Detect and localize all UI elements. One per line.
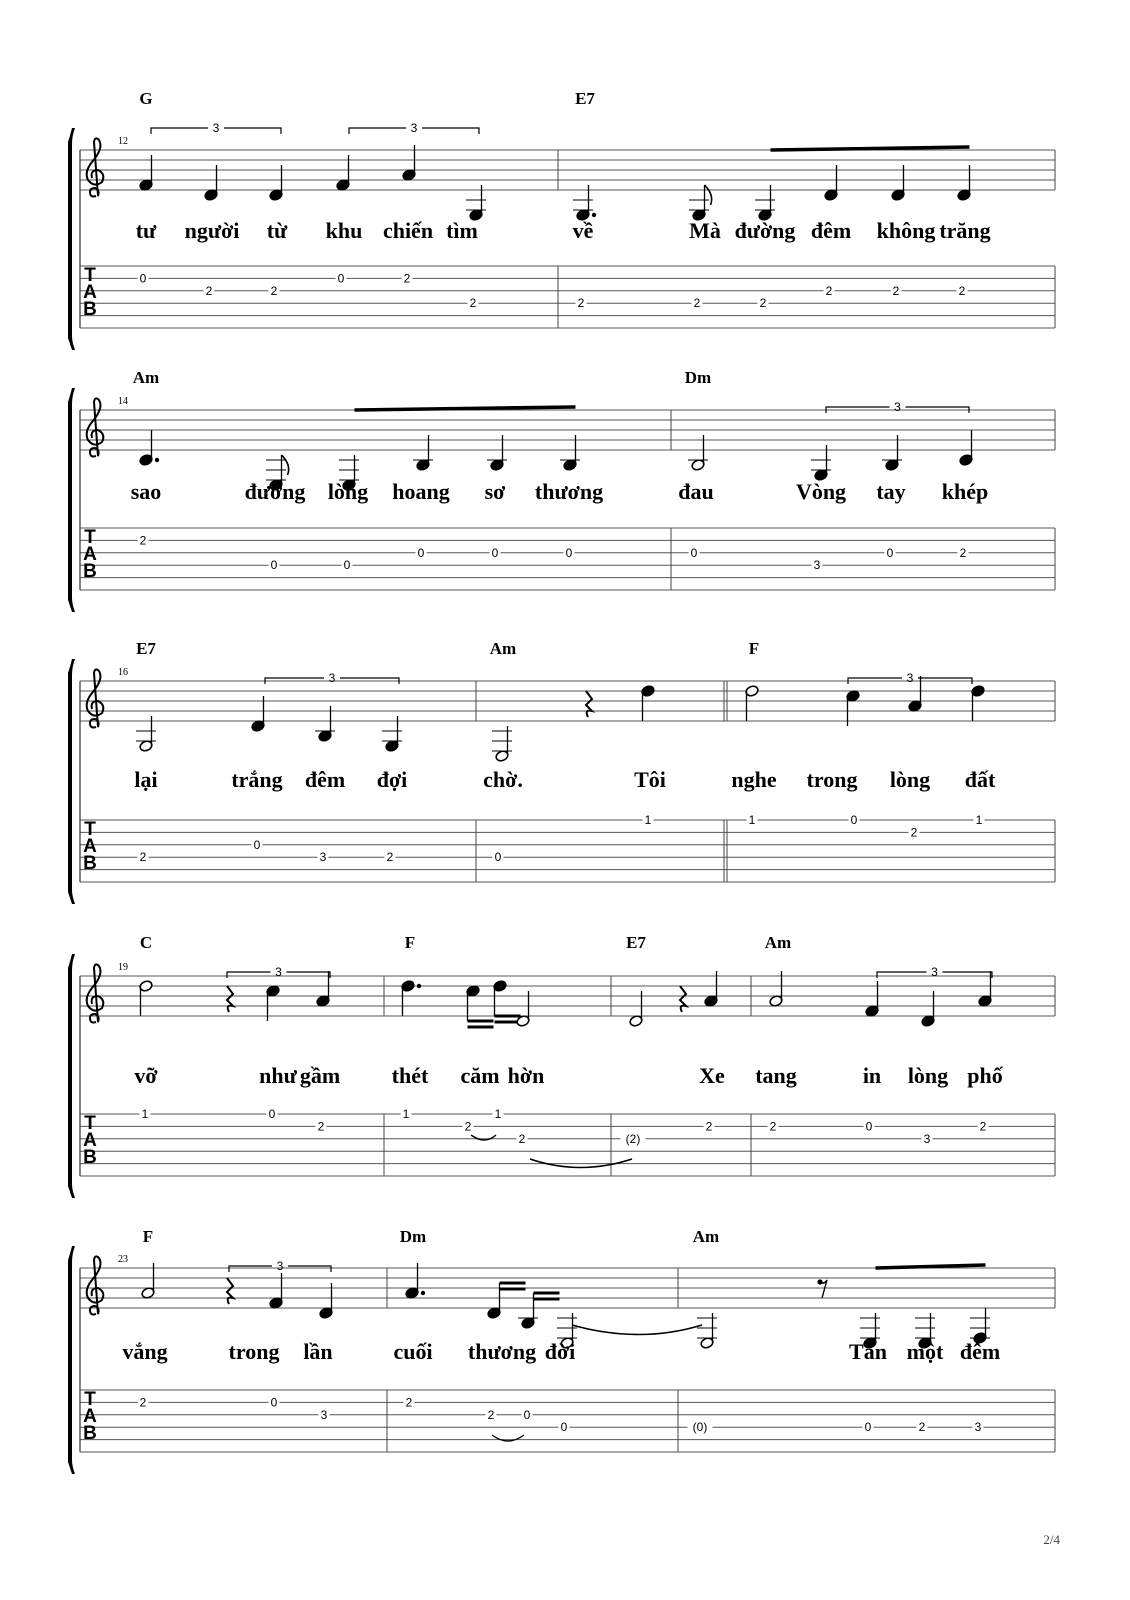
system-1 <box>68 89 1055 350</box>
tab-fret-number: 0 <box>886 545 894 560</box>
tab-fret-number: 2 <box>892 283 900 298</box>
system-bracket <box>68 659 75 904</box>
lyric-syllable: căm <box>460 1063 500 1088</box>
lyric-syllable: trong <box>806 767 858 792</box>
dot <box>421 1291 425 1295</box>
system-2 <box>68 368 1055 612</box>
tab-fret-number: 2 <box>270 283 278 298</box>
tab-fret-number: 0 <box>494 850 502 865</box>
triplet-label: 3 <box>276 1259 284 1273</box>
tab-fret-number: 0 <box>270 1395 278 1410</box>
measure-number: 19 <box>118 962 128 973</box>
lyric-syllable: Vòng <box>795 479 847 504</box>
tab-fret-number: 0 <box>417 545 425 560</box>
eighth-rest-stem <box>820 1280 827 1298</box>
system-3 <box>68 639 1055 904</box>
tab-fret-number: 2 <box>769 1119 777 1134</box>
tab-fret-number: (0) <box>692 1420 708 1435</box>
lyric-syllable: người <box>184 218 240 243</box>
chord-symbol: E7 <box>575 89 595 108</box>
lyric-syllable: khu <box>325 218 363 243</box>
tab-fret-number: 2 <box>705 1119 713 1134</box>
tab-clef-letter: B <box>83 561 97 582</box>
lyric-syllable: đất <box>964 767 996 792</box>
lyric-syllable: lòng <box>889 767 931 792</box>
lyric-syllable: chiến <box>382 218 434 243</box>
tab-clef-letter: B <box>83 853 97 874</box>
tab-fret-number: 2 <box>317 1119 325 1134</box>
tab-fret-number: 2 <box>959 545 967 560</box>
chord-symbol: F <box>404 933 416 952</box>
dot <box>155 458 159 462</box>
treble-clef-icon <box>87 964 104 1022</box>
tab-fret-number: 1 <box>644 813 652 827</box>
lyric-syllable: sơ <box>484 479 506 504</box>
lyric-syllable: như <box>259 1063 297 1088</box>
tab-fret-number: 0 <box>139 271 147 286</box>
lyric-syllable: cuối <box>393 1339 433 1364</box>
chord-symbol: G <box>139 89 153 108</box>
tab-fret-number: 2 <box>487 1407 495 1422</box>
system-5 <box>68 1227 1055 1474</box>
chord-symbol: Am <box>764 933 792 952</box>
tab-fret-number: 0 <box>850 813 858 827</box>
tab-fret-number: 2 <box>464 1119 472 1134</box>
system-4 <box>68 933 1055 1198</box>
quarter-rest <box>227 1278 233 1304</box>
measure-number: 23 <box>118 1254 128 1265</box>
measure-number: 12 <box>118 136 128 147</box>
quarter-rest <box>680 986 686 1012</box>
tab-fret-number: 0 <box>864 1420 872 1435</box>
tab-fret-number: 2 <box>759 296 767 311</box>
lyric-syllable: đường <box>734 218 796 243</box>
chord-symbol: Am <box>132 368 160 387</box>
tab-fret-number: 1 <box>748 813 756 827</box>
lyric-syllable: về <box>572 218 594 243</box>
lyric-syllable: trong <box>228 1339 280 1364</box>
lyric-syllable: chờ. <box>483 767 523 792</box>
quarter-rest <box>227 986 233 1012</box>
lyric-syllable: tìm <box>446 218 478 243</box>
tab-fret-number: 2 <box>139 533 147 548</box>
lyric-syllable: Tôi <box>634 767 666 792</box>
lyric-syllable: hờn <box>507 1063 545 1088</box>
tab-fret-number: 0 <box>690 545 698 560</box>
treble-clef-icon <box>87 669 104 727</box>
measure-number: 14 <box>118 396 128 407</box>
lyric-syllable: thét <box>391 1063 429 1088</box>
note-flag <box>705 185 712 205</box>
triplet-label: 3 <box>894 400 901 414</box>
treble-clef-icon <box>87 398 104 456</box>
lyric-syllable: đau <box>678 479 714 504</box>
lyric-syllable: đường <box>244 479 306 504</box>
tab-fret-number: 0 <box>268 1107 276 1121</box>
tab-clef-letter: B <box>83 299 97 320</box>
tab-fret-number: 2 <box>577 296 585 311</box>
tab-fret-number: 2 <box>139 850 147 865</box>
tab-fret-number: 1 <box>402 1107 410 1121</box>
triplet-label: 3 <box>275 965 282 979</box>
triplet-label: 3 <box>328 671 336 685</box>
tab-fret-number: 2 <box>405 1395 413 1410</box>
triplet-label: 3 <box>931 965 938 979</box>
lyric-syllable: lần <box>303 1339 333 1364</box>
tab-fret-number: 3 <box>974 1420 982 1435</box>
treble-clef-icon <box>87 1256 104 1314</box>
tab-fret-number: 2 <box>693 296 701 311</box>
lyric-syllable: thương <box>467 1339 537 1364</box>
tab-clef-letter: A <box>83 836 97 857</box>
tab-fret-number: 0 <box>270 558 278 573</box>
tie <box>572 1325 702 1335</box>
system-bracket <box>68 388 75 612</box>
lyric-syllable: vỡ <box>134 1063 158 1088</box>
dot <box>417 984 421 988</box>
tab-clef-letter: B <box>83 1147 97 1168</box>
tab-fret-number: 0 <box>865 1119 873 1134</box>
lyric-syllable: một <box>906 1339 944 1364</box>
tab-fret-number: 2 <box>918 1420 926 1435</box>
lyric-syllable: sao <box>130 479 162 504</box>
tab-fret-number: 3 <box>319 850 327 865</box>
lyric-syllable: tang <box>755 1063 797 1088</box>
lyric-syllable: tay <box>876 479 906 504</box>
lyric-syllable: từ <box>266 218 288 243</box>
quarter-rest <box>586 691 592 717</box>
tab-fret-number: 3 <box>813 558 821 573</box>
lyric-syllable: hoang <box>392 479 450 504</box>
lyric-syllable: vắng <box>122 1339 168 1364</box>
tab-fret-number: 2 <box>979 1119 987 1134</box>
dot <box>592 213 596 217</box>
tab-fret-number: (2) <box>625 1131 641 1146</box>
system-bracket <box>68 1246 75 1474</box>
tab-clef-letter: T <box>84 1389 96 1410</box>
system-bracket <box>68 954 75 1198</box>
tab-clef-letter: T <box>84 265 96 286</box>
measure-number: 16 <box>118 667 128 678</box>
tab-fret-number: 2 <box>518 1131 526 1146</box>
lyric-syllable: Xe <box>699 1063 725 1088</box>
lyric-syllable: đêm <box>304 767 346 792</box>
tab-clef-letter: A <box>83 1406 97 1427</box>
lyric-syllable: đêm <box>959 1339 1001 1364</box>
note-flag <box>282 455 289 475</box>
lyric-syllable: tư <box>135 218 157 243</box>
chord-symbol: Dm <box>684 368 712 387</box>
lyric-syllable: không <box>876 218 936 243</box>
tab-clef-letter: B <box>83 1423 97 1444</box>
tab-fret-number: 3 <box>923 1131 931 1146</box>
tab-fret-number: 0 <box>337 271 345 286</box>
chord-symbol: F <box>748 639 760 658</box>
tab-fret-number: 0 <box>253 837 261 852</box>
lyric-syllable: trắng <box>231 767 283 792</box>
chord-symbol: Am <box>489 639 517 658</box>
lyric-syllable: đêm <box>810 218 852 243</box>
page-number: 2/4 <box>1043 1532 1060 1547</box>
tab-fret-number: 3 <box>320 1407 328 1422</box>
triplet-label: 3 <box>410 121 418 135</box>
tab-fret-number: 2 <box>825 283 833 298</box>
lyric-syllable: phố <box>967 1063 1003 1088</box>
lyric-syllable: Mà <box>689 218 721 243</box>
tab-clef-letter: A <box>83 282 97 303</box>
chord-symbol: Dm <box>399 1227 427 1246</box>
tab-fret-number: 2 <box>910 825 918 840</box>
tab-fret-number: 0 <box>565 545 573 560</box>
lyric-syllable: in <box>862 1063 882 1088</box>
tab-clef-letter: T <box>84 527 96 548</box>
lyric-syllable: lòng <box>327 479 369 504</box>
chord-symbol: F <box>142 1227 154 1246</box>
triplet-label: 3 <box>906 671 914 685</box>
tab-fret-number: 2 <box>469 296 477 311</box>
lyric-syllable: lòng <box>907 1063 949 1088</box>
tab-fret-number: 1 <box>141 1107 149 1121</box>
tab-clef-letter: A <box>83 544 97 565</box>
lyric-syllable: trăng <box>939 218 991 243</box>
tab-fret-number: 2 <box>386 850 394 865</box>
chord-symbol: C <box>139 933 153 952</box>
tab-fret-number: 0 <box>491 545 499 560</box>
tab-clef-letter: T <box>84 819 96 840</box>
tab-fret-number: 2 <box>403 271 411 286</box>
tab-fret-number: 2 <box>139 1395 147 1410</box>
tab-fret-number: 0 <box>560 1420 568 1435</box>
tab-fret-number: 1 <box>494 1107 502 1121</box>
triplet-label: 3 <box>212 121 220 135</box>
chord-symbol: Am <box>692 1227 720 1246</box>
tab-clef-letter: T <box>84 1113 96 1134</box>
lyric-syllable: khép <box>941 479 989 504</box>
lyric-syllable: lại <box>134 767 158 792</box>
tab-fret-number: 2 <box>205 283 213 298</box>
lyric-syllable: đời <box>544 1339 576 1364</box>
lyric-syllable: đợi <box>376 767 408 792</box>
treble-clef-icon <box>87 138 104 196</box>
chord-symbol: E7 <box>136 639 156 658</box>
lyric-syllable: thương <box>534 479 604 504</box>
tab-fret-number: 1 <box>975 813 983 827</box>
lyric-syllable: gầm <box>299 1063 341 1088</box>
lyric-syllable: nghe <box>731 767 777 792</box>
lyric-syllable: Tàn <box>849 1339 887 1364</box>
tab-fret-number: 0 <box>343 558 351 573</box>
tab-fret-number: 0 <box>523 1407 531 1422</box>
tab-fret-number: 2 <box>958 283 966 298</box>
chord-symbol: E7 <box>626 933 646 952</box>
tab-clef-letter: A <box>83 1130 97 1151</box>
system-bracket <box>68 128 75 350</box>
